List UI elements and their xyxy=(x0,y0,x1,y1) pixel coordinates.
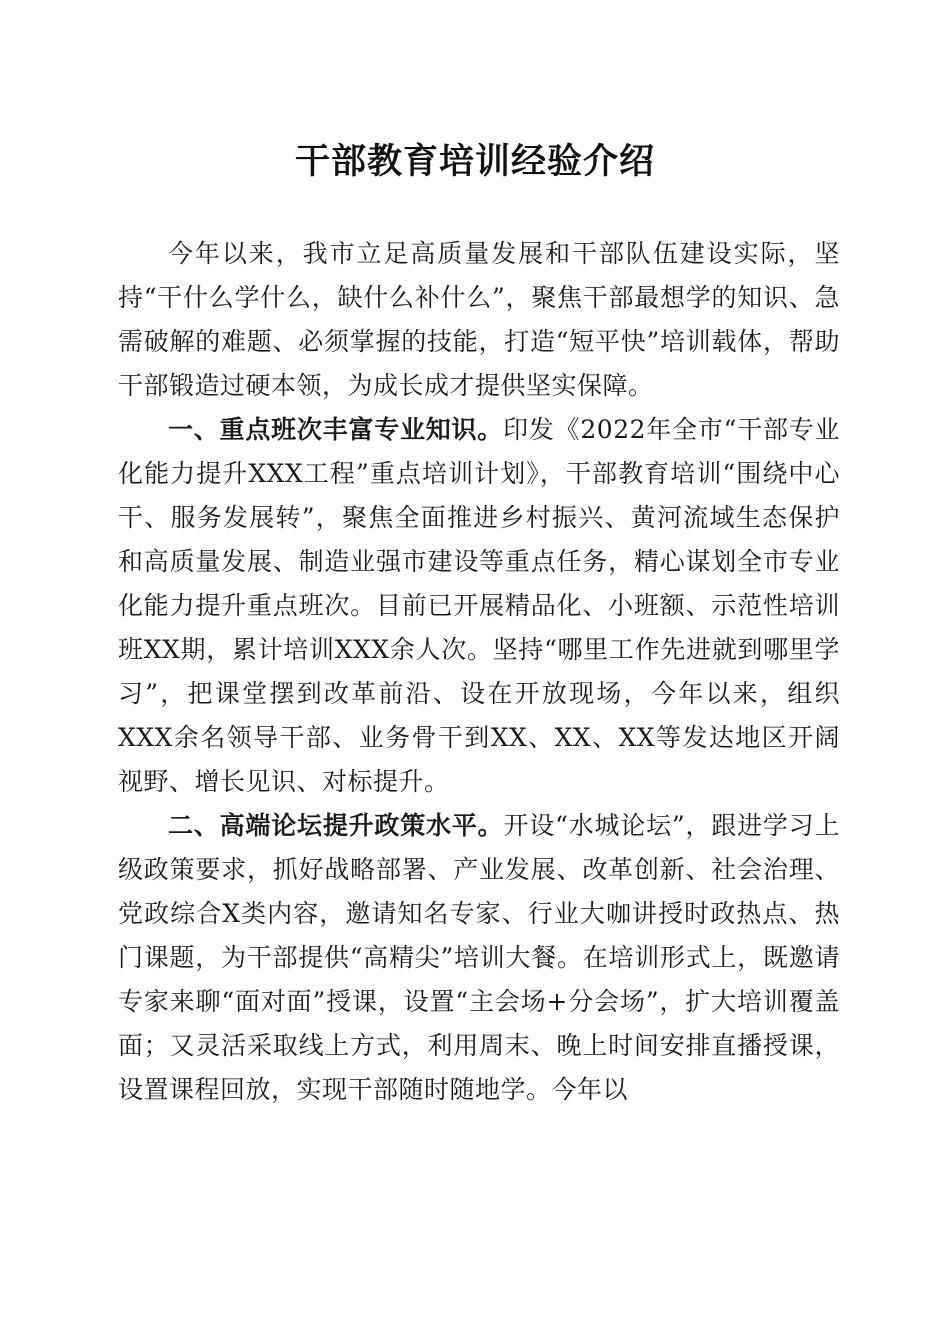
section-1-heading: 一、重点班次丰富专业知识。 xyxy=(168,415,504,444)
section-2-text: 开设“水城论坛”，跟进学习上级政策要求，抓好战略部署、产业发展、改革创新、社会治理、党政综合X类内容，邀请知名专家、行业大咖讲授时政热点、热门课题，为干部提供“高精尖”培训大餐。在培训形式上，既邀请专家来聊“面对面”授课，设置“主会场+分会场”，扩大培训覆盖面；又灵活采取线上方式，利用周末、晚上时间安排直播授课，设置课程回放，实现干部随时随地学。今年以 xyxy=(118,811,840,1104)
section-2-paragraph xyxy=(118,804,840,1112)
intro-paragraph: 今年以来，我市立足高质量发展和干部队伍建设实际，坚持“干什么学什么，缺什么补什么”，聚焦干部最想学的知识、急需破解的难题、必须掌握的技能，打造“短平快”培训载体，帮助干部锻造过硬本领，为成长成才提供坚实保障。 xyxy=(118,239,840,400)
document-title: 干部教育培训经验介绍 xyxy=(294,141,655,182)
document-body xyxy=(118,232,840,1112)
section-2-heading: 二、高端论坛提升政策水平。 xyxy=(168,811,504,840)
section-1-text: 印发《2022年全市“干部专业化能力提升XXX工程”重点培训计划》，干部教育培训“围绕中心干、服务发展转”，聚焦全面推进乡村振兴、黄河流域生态保护和高质量发展、制造业强市建设等重点任务，精心谋划全市专业化能力提升重点班次。目前已开展精品化、小班额、示范性培训班XX期，累计培训XXX余人次。坚持“哪里工作先进就到哪里学习”，把课堂摆到改革前沿、设在开放现场，今年以来，组织XXX余名领导干部、业务骨干到XX、XX、XX等发达地区开阔视野、增长见识、对标提升。 xyxy=(118,415,840,796)
section-1-paragraph xyxy=(118,408,840,804)
